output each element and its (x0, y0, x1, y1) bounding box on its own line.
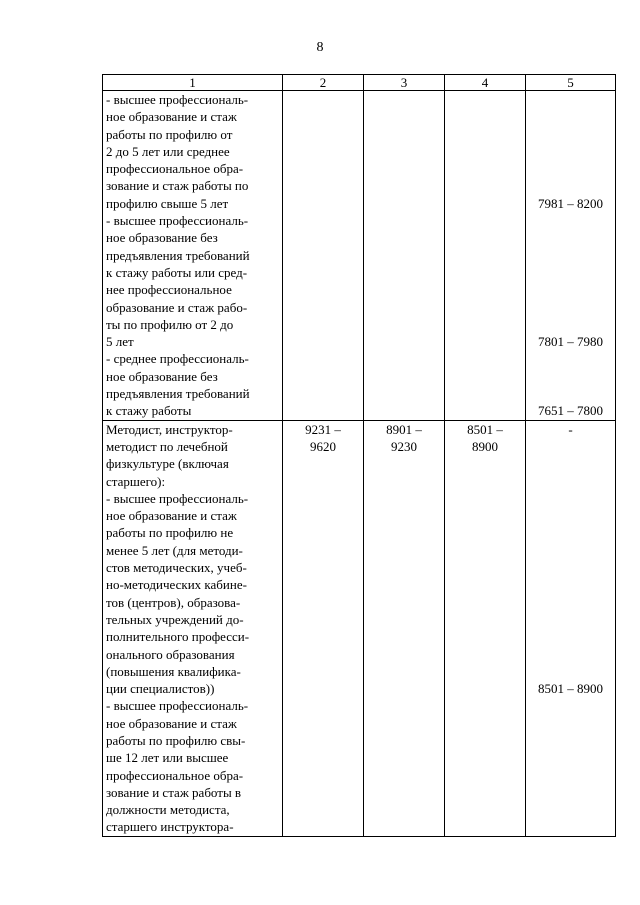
text-line: образование и стаж рабо- (106, 299, 248, 315)
text-line: тельных учреждений до- (106, 611, 244, 627)
text-line: к стажу работы (106, 403, 192, 419)
salary-range: 7801 – 7980 (538, 334, 603, 350)
text-line: предъявления требований (106, 247, 250, 263)
text-line: профилю свыше 5 лет (106, 195, 229, 211)
column-header: 3 (364, 75, 445, 91)
text-line: работы по профилю от (106, 126, 233, 142)
salary-range-line: 9231 – (305, 421, 341, 437)
text-line: ции специалистов)) (106, 681, 215, 697)
text-line: 2 до 5 лет или среднее (106, 143, 230, 159)
column-header: 4 (445, 75, 526, 91)
dash-mark: - (568, 421, 573, 437)
text-line: зование и стаж работы по (106, 178, 249, 194)
text-line: (повышения квалифика- (106, 663, 241, 679)
text-line: - высшее профессиональ- (106, 213, 249, 229)
requirements-cell (103, 420, 283, 836)
text-line: 5 лет (106, 334, 134, 350)
text-line: - высшее профессиональ- (106, 92, 249, 107)
salary-range-cell (526, 420, 616, 836)
text-line: профессиональное обра- (106, 161, 244, 177)
text-line: полнительного професси- (106, 629, 250, 645)
salary-range-line: 9620 (310, 438, 336, 454)
text-line: зование и стаж работы в (106, 784, 242, 800)
salary-range-line: 9230 (391, 438, 417, 454)
column-header: 1 (103, 75, 283, 91)
text-line: нее профессиональное (106, 282, 232, 298)
page-number: 8 (316, 40, 324, 55)
salary-range-line: 8501 – (467, 421, 503, 437)
table-cell (364, 91, 445, 421)
text-line: онального образования (106, 646, 235, 662)
text-line: стов методических, учеб- (106, 560, 247, 576)
salary-table (102, 74, 616, 837)
text-line: ное образование и стаж (106, 508, 237, 524)
text-line: предъявления требований (106, 386, 250, 402)
text-line: ше 12 лет или высшее (106, 750, 229, 766)
text-line: старшего инструктора- (106, 819, 234, 835)
text-line: Методист, инструктор- (106, 421, 233, 437)
column-header: 2 (283, 75, 364, 91)
text-line: - среднее профессиональ- (106, 351, 249, 367)
text-line: работы по профилю свы- (106, 732, 246, 748)
text-line: методист по лечебной (106, 438, 228, 454)
text-line: ты по профилю от 2 до (106, 316, 234, 332)
salary-range: 7651 – 7800 (538, 403, 603, 419)
text-line: профессиональное обра- (106, 767, 244, 783)
text-line: - высшее профессиональ- (106, 490, 249, 506)
salary-range-line: 8901 – (386, 421, 422, 437)
requirements-cell (103, 91, 283, 421)
text-line: должности методиста, (106, 802, 230, 818)
text-line: ное образование без (106, 368, 218, 384)
table-header-row (103, 75, 616, 91)
text-line: ное образование и стаж (106, 109, 237, 125)
text-line: - высшее профессиональ- (106, 698, 249, 714)
text-line: работы по профилю не (106, 525, 234, 541)
text-line: ное образование и стаж (106, 715, 237, 731)
text-line: тов (центров), образова- (106, 594, 241, 610)
text-line: старшего): (106, 473, 166, 489)
text-line: физкультуре (включая (106, 456, 229, 472)
salary-range: 7981 – 8200 (538, 195, 603, 211)
table-row (103, 420, 616, 836)
text-line: но-методических кабине- (106, 577, 247, 593)
table-row (103, 91, 616, 421)
salary-range-cell (283, 420, 364, 836)
table-cell (445, 91, 526, 421)
salary-range-cell (364, 420, 445, 836)
table-cell (283, 91, 364, 421)
text-line: к стажу работы или сред- (106, 264, 248, 280)
column-header: 5 (526, 75, 616, 91)
text-line: ное образование без (106, 230, 218, 246)
text-line: менее 5 лет (для методи- (106, 542, 243, 558)
salary-range-cell (445, 420, 526, 836)
salary-range-cell (526, 91, 616, 421)
salary-range: 8501 – 8900 (538, 681, 603, 697)
salary-range-line: 8900 (472, 438, 498, 454)
